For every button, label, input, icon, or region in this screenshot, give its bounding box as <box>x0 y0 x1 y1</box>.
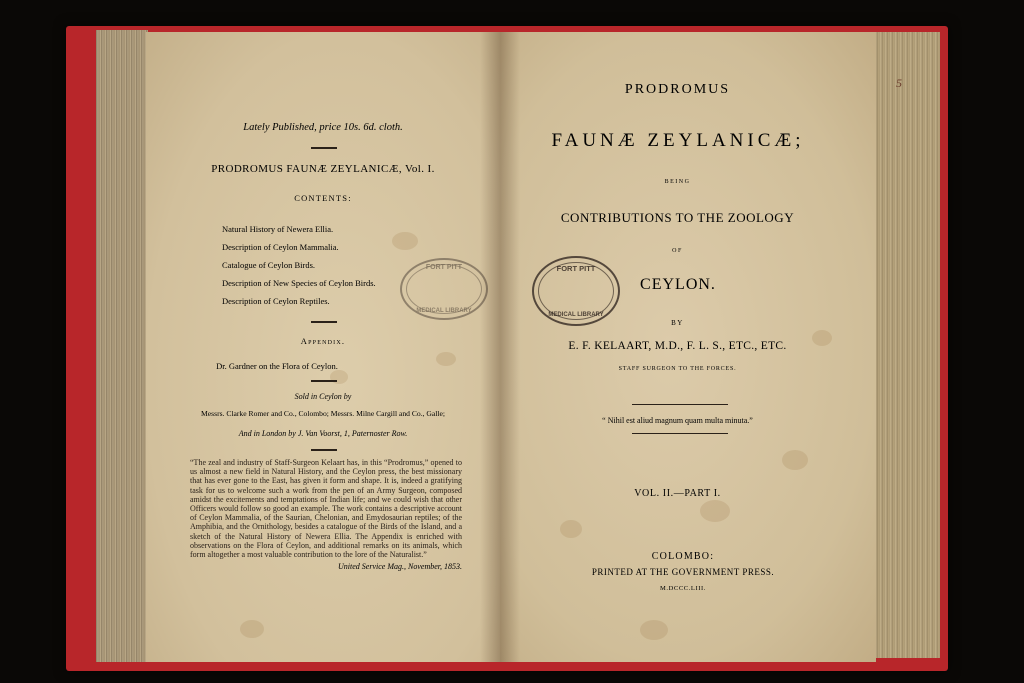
appendix-heading: Appendix. <box>300 336 346 346</box>
advert-line: Lately Published, price 10s. 6d. cloth. <box>243 122 403 133</box>
contents-item: Catalogue of Ceylon Birds. <box>222 260 316 270</box>
volume-label: VOL. II.—PART I. <box>634 488 721 499</box>
contents-item: Description of Ceylon Reptiles. <box>222 296 330 306</box>
foxing-spot <box>392 232 418 250</box>
of-label: OF <box>672 248 683 254</box>
review-source: United Service Mag., November, 1853. <box>338 562 462 571</box>
sold-ceylon-agents: Messrs. Clarke Romer and Co., Colombo; Messrs. Milne Cargill and Co., Galle; <box>201 409 445 418</box>
library-stamp <box>532 256 620 326</box>
foxing-spot <box>560 520 582 538</box>
being-label: BEING <box>664 179 691 185</box>
appendix-item: Dr. Gardner on the Flora of Ceylon. <box>216 361 338 371</box>
printer-label: PRINTED AT THE GOVERNMENT PRESS. <box>591 567 775 577</box>
foxing-spot <box>700 500 730 522</box>
by-label: BY <box>671 319 684 327</box>
sold-london: And in London by J. Van Voorst, 1, Paternoster Row. <box>238 429 408 438</box>
divider <box>311 449 337 451</box>
subtitle: CONTRIBUTIONS TO THE ZOOLOGY <box>560 210 795 225</box>
year-label: M.DCCC.LIII. <box>659 585 707 592</box>
left-book-title: PRODROMUS FAUNÆ ZEYLANICÆ, Vol. I. <box>211 163 435 175</box>
divider <box>632 433 728 434</box>
stamp-text-top: FORT PITT <box>425 264 463 271</box>
divider <box>632 404 728 405</box>
stamp-ring <box>406 264 482 314</box>
title-line1: PRODROMUS <box>624 82 731 97</box>
author-name: E. F. KELAART, M.D., F. L. S., ETC., ETC. <box>568 340 787 352</box>
title-line2: FAUNÆ ZEYLANICÆ; <box>551 130 805 151</box>
foxing-spot <box>240 620 264 638</box>
contents-heading: CONTENTS: <box>294 193 352 203</box>
contents-item: Natural History of Newera Ellia. <box>222 224 334 234</box>
contents-item: Description of New Species of Ceylon Birds. <box>222 278 376 288</box>
place-name: CEYLON. <box>640 276 716 293</box>
sold-ceylon: Sold in Ceylon by <box>294 392 352 401</box>
page-edges-left <box>96 30 148 662</box>
page-edges-right <box>874 32 940 658</box>
stamp-text-bottom: MEDICAL LIBRARY <box>416 308 472 314</box>
author-role: STAFF SURGEON TO THE FORCES. <box>618 366 737 372</box>
stamp-text-top: FORT PITT <box>556 264 596 273</box>
edge-mark: 5 <box>896 76 902 90</box>
divider <box>311 380 337 382</box>
motto: “ Nihil est aliud magnum quam multa minuta.” <box>602 416 753 425</box>
review-quote: “The zeal and industry of Staff-Surgeon Kelaart has, in this “Prodromus,” opened to us almost a new field in Natural History, and the Ceylon press, the best missionary that has ever gone to the East, has given it form and shape. It is, indeed a gratifying task for us to welcome such a work from the pen of an Army Surgeon, composed amidst the excitements and temptations of Indian life; and we could wish that other Officers would follow so good an example. The work contains a descriptive account of Ceylon Mammalia, of the Saurian, Chelonian, and Emydosaurian reptiles; of the Amphibia, and the Ornithology, besides a catalogue of the Birds of the Island, and a sketch of the Natural History of Newera Ellia. The Appendix is enriched with observations on the Flora of Ceylon, and additional remarks on its animals, which form altogether a most valuable contribution to the lore of the Naturalist.” <box>190 458 462 560</box>
library-stamp <box>400 258 488 320</box>
city-label: COLOMBO: <box>651 551 715 562</box>
contents-item: Description of Ceylon Mammalia. <box>222 242 339 252</box>
divider <box>311 147 337 149</box>
divider <box>311 321 337 323</box>
foxing-spot <box>782 450 808 470</box>
foxing-spot <box>640 620 668 640</box>
foxing-spot <box>436 352 456 366</box>
stamp-text-bottom: MEDICAL LIBRARY <box>548 312 604 318</box>
